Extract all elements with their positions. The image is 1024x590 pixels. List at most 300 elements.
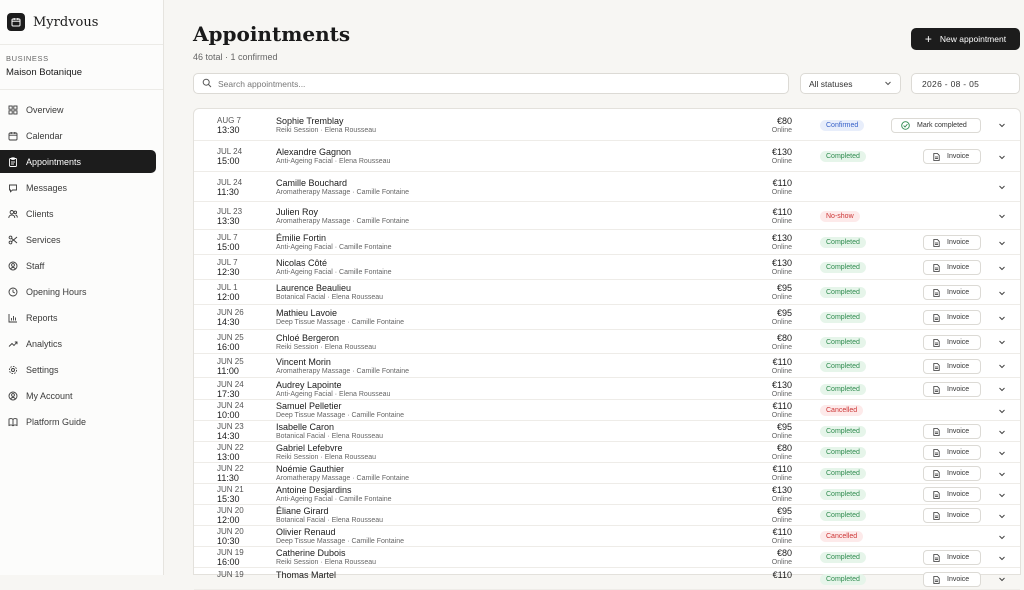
appointment-datetime (217, 233, 240, 252)
appointment-price (772, 308, 792, 327)
chevron-down-icon[interactable] (998, 338, 1006, 346)
appointment-time: 12:30 (217, 267, 240, 277)
sidebar-item-label: Messages (26, 182, 68, 193)
price: €110 (772, 570, 792, 580)
status-badge: Cancelled (820, 405, 863, 416)
table-row[interactable] (194, 330, 1020, 354)
chevron-down-icon[interactable] (998, 121, 1006, 129)
appointment-datetime (217, 548, 244, 567)
invoice-button[interactable] (923, 235, 981, 250)
appointment-time: 16:00 (217, 342, 240, 352)
check-circle-icon (901, 121, 910, 130)
appointment-datetime (217, 116, 241, 135)
sidebar-item-label: Clients (26, 208, 54, 219)
invoice-label: Invoice (947, 289, 970, 296)
sidebar-item-label: Overview (26, 104, 64, 115)
invoice-button[interactable] (923, 508, 981, 523)
appointment-client (276, 116, 376, 135)
invoice-button[interactable] (923, 550, 981, 565)
table-row[interactable] (194, 400, 1020, 421)
invoice-button[interactable] (923, 285, 981, 300)
service-staff: Botanical Facial · Elena Rousseau (276, 294, 384, 301)
appointment-datetime (217, 380, 244, 399)
appointment-date: JUN 24 (217, 401, 244, 410)
service-staff: Aromatherapy Massage · Camille Fontaine (276, 189, 410, 196)
appointment-datetime (217, 258, 240, 277)
appointment-client (276, 357, 409, 376)
service-staff: Deep Tissue Massage · Camille Fontaine (276, 319, 405, 326)
chevron-down-icon[interactable] (998, 239, 1006, 247)
chevron-down-icon[interactable] (998, 183, 1006, 191)
table-row[interactable] (194, 378, 1020, 400)
sidebar-item-clients[interactable] (0, 202, 156, 225)
price: €80 (776, 333, 792, 343)
chevron-down-icon[interactable] (998, 264, 1006, 272)
appointment-datetime (217, 147, 242, 166)
booking-channel: Online (771, 391, 792, 398)
invoice-label: Invoice (947, 153, 970, 160)
clipboard-icon (8, 157, 18, 167)
chevron-down-icon[interactable] (998, 407, 1006, 415)
chevron-down-icon[interactable] (998, 470, 1006, 478)
gear-icon (8, 365, 18, 375)
brand[interactable] (0, 0, 163, 45)
sidebar-item-label: Services (26, 234, 61, 245)
document-icon (933, 153, 940, 161)
sidebar-item-messages[interactable] (0, 176, 156, 199)
table-row[interactable] (194, 442, 1020, 463)
sidebar-item-opening-hours[interactable] (0, 280, 156, 303)
appointment-time: 15:30 (217, 494, 240, 504)
chevron-down-icon[interactable] (998, 153, 1006, 161)
appointment-price (772, 333, 792, 352)
service-staff: Aromatherapy Massage · Camille Fontaine (276, 475, 410, 482)
mark-completed-button[interactable] (891, 118, 981, 133)
client-name: Nicolas Côté (276, 258, 328, 268)
sidebar-item-services[interactable] (0, 228, 156, 251)
service-staff: Botanical Facial · Elena Rousseau (276, 433, 384, 440)
invoice-label: Invoice (947, 470, 970, 477)
sidebar-item-label: Staff (26, 260, 45, 271)
client-name: Sophie Tremblay (276, 116, 344, 126)
sidebar-item-staff[interactable] (0, 254, 156, 277)
booking-channel: Online (771, 244, 792, 251)
price: €95 (776, 422, 792, 432)
table-row[interactable] (194, 421, 1020, 442)
sidebar-item-label: Analytics (26, 338, 63, 349)
appointment-datetime (217, 570, 244, 579)
invoice-label: Invoice (947, 339, 970, 346)
appointment-datetime (217, 527, 244, 546)
table-row[interactable] (194, 109, 1020, 141)
client-name: Laurence Beaulieu (276, 283, 352, 293)
appointment-client (276, 380, 390, 399)
calendar-logo-icon (7, 13, 25, 31)
document-icon (933, 314, 940, 322)
appointment-client (276, 283, 383, 302)
price: €95 (776, 308, 792, 318)
service-staff: Deep Tissue Massage · Camille Fontaine (276, 538, 405, 545)
price: €110 (772, 464, 792, 474)
status-badge: Completed (820, 337, 866, 348)
appointment-datetime (217, 178, 242, 197)
table-row[interactable] (194, 230, 1020, 255)
document-icon (933, 576, 940, 584)
sidebar (0, 0, 164, 575)
appointment-client (276, 401, 404, 420)
booking-channel: Online (771, 269, 792, 276)
client-name: Olivier Renaud (276, 527, 336, 537)
table-row[interactable] (194, 463, 1020, 484)
service-staff: Aromatherapy Massage · Camille Fontaine (276, 368, 410, 375)
appointment-price (772, 380, 792, 399)
client-name: Audrey Lapointe (276, 380, 342, 390)
business-selector[interactable] (0, 45, 163, 90)
appointment-price (772, 283, 792, 302)
status-badge: Completed (820, 237, 866, 248)
document-icon (933, 512, 940, 520)
new-appointment-button[interactable] (911, 28, 1020, 50)
client-name: Samuel Pelletier (276, 401, 342, 411)
client-name: Mathieu Lavoie (276, 308, 338, 318)
grid-icon (8, 105, 18, 115)
appointment-datetime (217, 464, 244, 483)
chevron-down-icon[interactable] (998, 212, 1006, 220)
service-staff: Anti-Ageing Facial · Elena Rousseau (276, 158, 391, 165)
table-row[interactable] (194, 354, 1020, 378)
main-content (165, 0, 1024, 583)
appointment-time: 13:30 (217, 125, 240, 135)
table-row[interactable] (194, 141, 1020, 172)
book-icon (8, 417, 18, 427)
appointment-time: 11:30 (217, 187, 239, 197)
booking-channel: Online (771, 454, 792, 461)
table-row[interactable] (194, 568, 1020, 590)
booking-channel: Online (771, 433, 792, 440)
appointment-date: JUN 23 (217, 422, 244, 431)
appointment-price (773, 570, 792, 580)
appointment-price (772, 401, 792, 420)
client-name: Isabelle Caron (276, 422, 335, 432)
appointment-time: 11:30 (217, 473, 239, 483)
table-row[interactable] (194, 526, 1020, 547)
price: €110 (772, 527, 792, 537)
appointment-date: JUL 24 (217, 147, 243, 156)
client-name: Thomas Martel (276, 570, 337, 580)
appointment-date: JUL 1 (217, 283, 238, 292)
service-staff: Anti-Ageing Facial · Camille Fontaine (276, 269, 392, 276)
document-icon (933, 470, 940, 478)
invoice-button[interactable] (923, 260, 981, 275)
chevron-down-icon[interactable] (998, 314, 1006, 322)
appointment-datetime (217, 207, 242, 226)
page-subtitle: 46 total · 1 confirmed (193, 52, 278, 62)
appointment-time: 11:00 (217, 366, 239, 376)
appointment-time: 16:00 (217, 557, 240, 567)
client-name: Alexandre Gagnon (276, 147, 352, 157)
appointment-datetime (217, 283, 240, 302)
brand-name: Myrdvous (33, 14, 99, 30)
document-icon (933, 289, 940, 297)
client-name: Camille Bouchard (276, 178, 348, 188)
mark-completed-label: Mark completed (917, 122, 967, 129)
appointment-date: JUL 24 (217, 178, 243, 187)
appointment-date: JUN 24 (217, 380, 244, 389)
chevron-down-icon[interactable] (998, 362, 1006, 370)
appointment-time: 12:00 (217, 292, 240, 302)
chevron-down-icon[interactable] (998, 385, 1006, 393)
invoice-button[interactable] (923, 487, 981, 502)
booking-channel: Online (771, 127, 792, 134)
invoice-button[interactable] (923, 445, 981, 460)
appointment-client (276, 506, 383, 525)
service-staff: Reiki Session · Elena Rousseau (276, 127, 376, 134)
date-picker[interactable] (911, 73, 1020, 94)
price: €80 (776, 116, 792, 126)
status-badge: Completed (820, 361, 866, 372)
appointment-time: 10:00 (217, 410, 240, 420)
invoice-label: Invoice (947, 449, 970, 456)
status-badge: Completed (820, 510, 866, 521)
chevron-down-icon[interactable] (998, 512, 1006, 520)
appointment-date: JUN 25 (217, 357, 244, 366)
appointment-datetime (217, 422, 244, 441)
appointment-price (772, 116, 792, 135)
appointment-price (772, 422, 792, 441)
appointment-client (276, 333, 376, 352)
price: €110 (772, 207, 792, 217)
sidebar-item-analytics[interactable] (0, 332, 156, 355)
sidebar-item-platform-guide[interactable] (0, 410, 156, 433)
status-badge: Completed (820, 574, 866, 585)
calendar-icon (8, 131, 18, 141)
price: €110 (772, 178, 792, 188)
client-name: Vincent Morin (276, 357, 331, 367)
business-name: Maison Botanique (6, 67, 83, 78)
service-staff: Reiki Session · Elena Rousseau (276, 559, 376, 566)
appointment-client (276, 485, 392, 504)
chevron-down-icon (884, 79, 892, 89)
client-name: Noémie Gauthier (276, 464, 345, 474)
document-icon (933, 386, 940, 394)
sidebar-item-settings[interactable] (0, 358, 156, 381)
sidebar-item-overview[interactable] (0, 98, 156, 121)
client-name: Antoine Desjardins (276, 485, 352, 495)
sidebar-item-label: Calendar (26, 130, 63, 141)
status-badge: Completed (820, 262, 866, 273)
date-value: 2026 - 08 - 05 (922, 78, 980, 89)
invoice-label: Invoice (947, 512, 970, 519)
chevron-down-icon[interactable] (998, 533, 1006, 541)
bar-chart-icon (8, 313, 18, 323)
business-label: BUSINESS (6, 54, 49, 63)
appointment-date: JUN 26 (217, 308, 244, 317)
chat-icon (8, 183, 18, 193)
document-icon (933, 554, 940, 562)
sidebar-item-my-account[interactable] (0, 384, 156, 407)
table-row[interactable] (194, 305, 1020, 330)
invoice-button[interactable] (923, 310, 981, 325)
appointment-datetime (217, 485, 244, 504)
invoice-button[interactable] (923, 359, 981, 374)
invoice-button[interactable] (923, 382, 981, 397)
chevron-down-icon[interactable] (998, 491, 1006, 499)
appointment-datetime (217, 506, 244, 525)
service-staff: Aromatherapy Massage · Camille Fontaine (276, 218, 410, 225)
price: €95 (776, 506, 792, 516)
table-row[interactable] (194, 202, 1020, 230)
appointment-date: JUN 22 (217, 464, 244, 473)
service-staff: Anti-Ageing Facial · Camille Fontaine (276, 496, 392, 503)
sidebar-item-label: Platform Guide (26, 416, 87, 427)
appointment-time: 12:00 (217, 515, 240, 525)
invoice-button[interactable] (923, 149, 981, 164)
booking-channel: Online (771, 517, 792, 524)
price: €130 (771, 233, 792, 243)
search-box (193, 73, 789, 94)
appointment-client (276, 233, 392, 252)
appointment-date: JUL 7 (217, 233, 238, 242)
appointment-price (772, 485, 792, 504)
booking-channel: Online (771, 344, 792, 351)
appointment-time: 13:00 (217, 452, 240, 462)
appointment-datetime (217, 443, 244, 462)
client-name: Catherine Dubois (276, 548, 346, 558)
table-row[interactable] (194, 172, 1020, 202)
booking-channel: Online (771, 412, 792, 419)
client-name: Éliane Girard (276, 506, 329, 516)
invoice-button[interactable] (923, 424, 981, 439)
chevron-down-icon[interactable] (998, 289, 1006, 297)
status-badge: Completed (820, 287, 866, 298)
document-icon (933, 491, 940, 499)
sidebar-item-appointments[interactable] (0, 150, 156, 173)
appointment-date: JUN 25 (217, 333, 244, 342)
invoice-label: Invoice (947, 576, 970, 583)
table-row[interactable] (194, 484, 1020, 505)
invoice-button[interactable] (923, 466, 981, 481)
appointment-client (276, 147, 390, 166)
service-staff: Reiki Session · Elena Rousseau (276, 344, 376, 351)
document-icon (933, 363, 940, 371)
appointment-date: JUL 7 (217, 258, 238, 267)
appointment-time: 14:30 (217, 431, 240, 441)
appointment-time: 15:00 (217, 156, 240, 166)
booking-channel: Online (771, 559, 792, 566)
service-staff: Anti-Ageing Facial · Elena Rousseau (276, 391, 391, 398)
sidebar-item-label: Appointments (26, 156, 82, 167)
price: €95 (776, 283, 792, 293)
price: €110 (772, 401, 792, 411)
scissors-icon (8, 235, 18, 245)
invoice-label: Invoice (947, 386, 970, 393)
appointment-datetime (217, 333, 244, 352)
chevron-down-icon[interactable] (998, 575, 1006, 583)
sidebar-item-label: Opening Hours (26, 286, 87, 297)
appointment-client (276, 570, 336, 580)
status-badge: Completed (820, 151, 866, 162)
status-badge: Completed (820, 312, 866, 323)
appointment-price (772, 147, 792, 166)
appointment-date: JUN 19 (217, 548, 244, 557)
appointment-datetime (217, 401, 244, 420)
appointment-date: JUL 23 (217, 207, 243, 216)
appointment-client (276, 422, 383, 441)
document-icon (933, 239, 940, 247)
appointment-price (772, 464, 792, 483)
appointment-price (772, 443, 792, 462)
price: €130 (771, 380, 792, 390)
status-badge: Completed (820, 468, 866, 479)
appointment-date: JUN 20 (217, 506, 244, 515)
appointment-client (276, 527, 404, 546)
table-row[interactable] (194, 280, 1020, 305)
client-name: Julien Roy (276, 207, 319, 217)
invoice-button[interactable] (923, 572, 981, 587)
price: €130 (771, 258, 792, 268)
status-badge: No-show (820, 211, 860, 222)
booking-channel: Online (771, 538, 792, 545)
search-input[interactable] (218, 79, 778, 89)
user-circle-icon (8, 261, 18, 271)
invoice-label: Invoice (947, 264, 970, 271)
status-badge: Completed (820, 426, 866, 437)
booking-channel: Online (771, 475, 792, 482)
sidebar-item-reports[interactable] (0, 306, 156, 329)
price: €130 (771, 147, 792, 157)
invoice-label: Invoice (947, 491, 970, 498)
status-filter-select[interactable] (800, 73, 901, 94)
appointment-time: 13:30 (217, 216, 240, 226)
users-icon (8, 209, 18, 219)
status-badge: Completed (820, 489, 866, 500)
appointment-price (772, 207, 792, 226)
appointment-date: JUN 19 (217, 570, 244, 579)
table-row[interactable] (194, 547, 1020, 568)
appointment-datetime (217, 308, 244, 327)
service-staff: Reiki Session · Elena Rousseau (276, 454, 376, 461)
status-badge: Completed (820, 552, 866, 563)
booking-channel: Online (771, 158, 792, 165)
booking-channel: Online (771, 189, 792, 196)
booking-channel: Online (771, 496, 792, 503)
status-badge: Completed (820, 384, 866, 395)
appointment-price (772, 357, 792, 376)
sidebar-item-calendar[interactable] (0, 124, 156, 147)
appointment-client (276, 548, 376, 567)
invoice-label: Invoice (947, 239, 970, 246)
chevron-down-icon[interactable] (998, 428, 1006, 436)
status-badge: Completed (820, 447, 866, 458)
trending-icon (8, 339, 18, 349)
chevron-down-icon[interactable] (998, 554, 1006, 562)
appointment-client (276, 443, 376, 462)
appointment-price (772, 233, 792, 252)
sidebar-item-label: Settings (26, 364, 59, 375)
chevron-down-icon[interactable] (998, 449, 1006, 457)
table-row[interactable] (194, 255, 1020, 280)
table-row[interactable] (194, 505, 1020, 526)
service-staff: Botanical Facial · Elena Rousseau (276, 517, 384, 524)
status-badge: Confirmed (820, 120, 864, 131)
status-filter-value: All statuses (809, 78, 853, 89)
appointment-date: JUN 20 (217, 527, 244, 536)
plus-icon: + (924, 32, 932, 46)
invoice-button[interactable] (923, 335, 981, 350)
sidebar-item-label: My Account (26, 390, 73, 401)
clock-icon (8, 287, 18, 297)
new-appointment-label: New appointment (939, 34, 1007, 44)
